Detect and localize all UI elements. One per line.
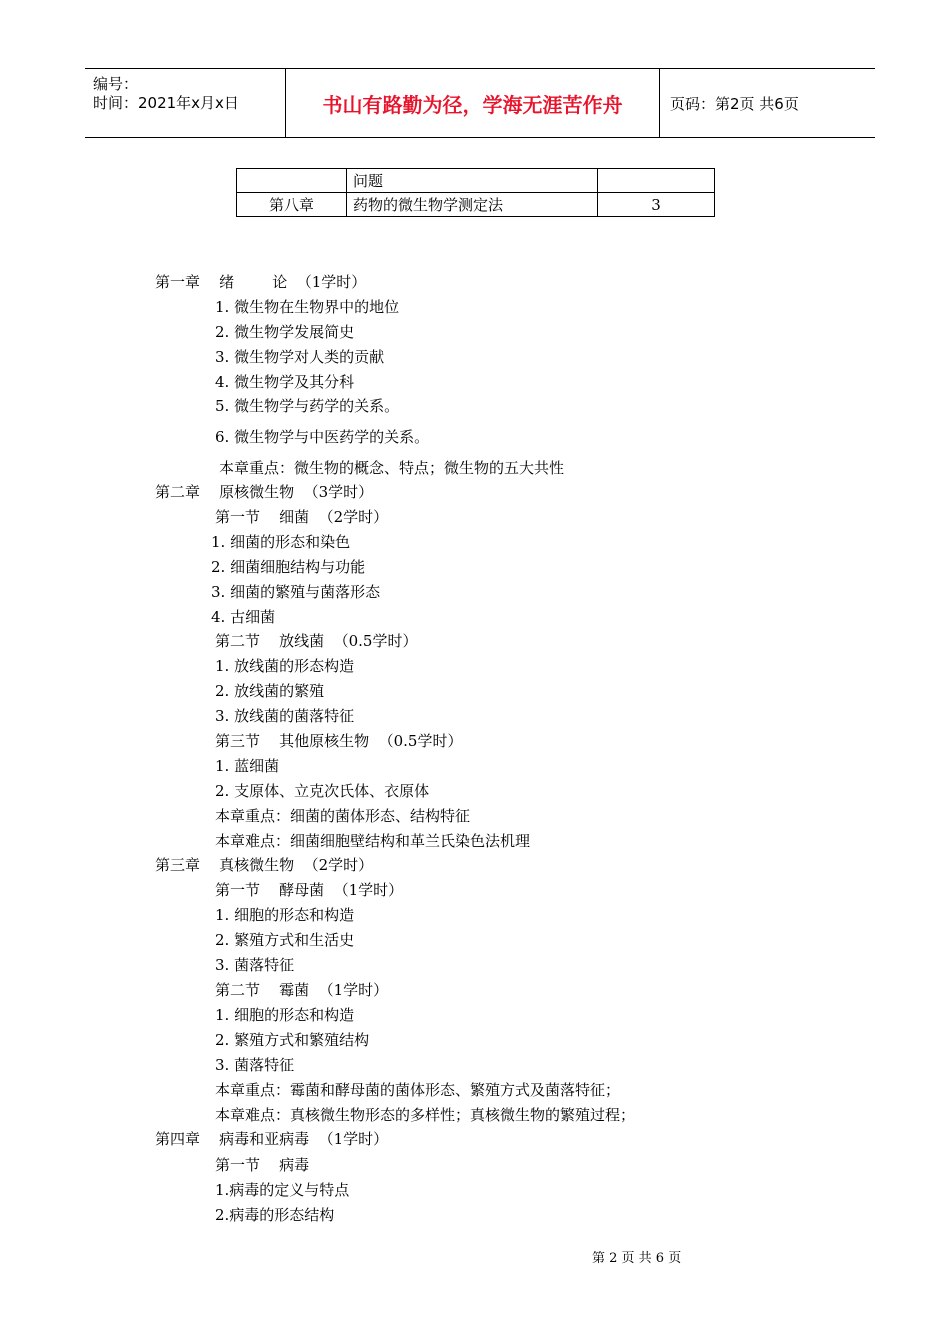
outline-item: 2. 支原体、立克次氏体、衣原体 — [215, 782, 430, 800]
outline-item: 1. 细菌的形态和染色 — [211, 533, 351, 551]
table-cell-chapter: 第八章 — [237, 193, 347, 217]
table-cell-content: 药物的微生物学测定法 — [347, 193, 598, 217]
header-page-info: 页码：第2页 共6页 — [670, 94, 799, 113]
section-heading: 第一节 病毒 — [215, 1156, 310, 1174]
section-heading: 第二节 放线菌 （0.5学时） — [215, 632, 418, 650]
number-label: 编号： — [93, 75, 139, 93]
chapter-key-points: 本章重点：霉菌和酵母菌的菌体形态、繁殖方式及菌落特征； — [215, 1081, 621, 1099]
chapter-key-points: 本章重点：微生物的概念、特点；微生物的五大共性 — [219, 459, 565, 477]
table-cell-hours: 3 — [598, 193, 715, 217]
table-cell-chapter — [237, 169, 347, 193]
chapter-heading: 第三章 真核微生物 （2学时） — [155, 856, 374, 874]
section-heading: 第一节 酵母菌 （1学时） — [215, 881, 404, 899]
chapter-difficulties: 本章难点：细菌细胞壁结构和革兰氏染色法机理 — [215, 832, 531, 850]
chapter-heading: 第一章 绪 论 （1学时） — [155, 273, 367, 291]
outline-item: 1. 放线菌的形态构造 — [215, 657, 355, 675]
header-meta — [85, 69, 286, 137]
outline-item: 2. 繁殖方式和生活史 — [215, 931, 355, 949]
outline-item: 4. 微生物学及其分科 — [215, 373, 355, 391]
outline-item: 1. 蓝细菌 — [215, 757, 280, 775]
table-cell-hours — [598, 169, 715, 193]
time-label: 时间：2021年x月x日 — [93, 94, 239, 112]
outline-item: 1. 细胞的形态和构造 — [215, 1006, 355, 1024]
page-footer: 第 2 页 共 6 页 — [592, 1251, 682, 1266]
chapter-heading: 第四章 病毒和亚病毒 （1学时） — [155, 1130, 389, 1148]
outline-item: 3. 微生物学对人类的贡献 — [215, 348, 385, 366]
outline-item: 3. 菌落特征 — [215, 956, 295, 974]
section-heading: 第二节 霉菌 （1学时） — [215, 981, 389, 999]
table-row — [237, 169, 715, 193]
outline-item: 1. 细胞的形态和构造 — [215, 906, 355, 924]
outline-item: 1.病毒的定义与特点 — [215, 1181, 350, 1199]
outline-item: 5. 微生物学与药学的关系。 — [215, 397, 400, 415]
outline-item: 1. 微生物在生物界中的地位 — [215, 298, 400, 316]
outline-item: 3. 细菌的繁殖与菌落形态 — [211, 583, 381, 601]
page-header — [85, 68, 875, 138]
outline-item: 2. 繁殖方式和繁殖结构 — [215, 1031, 370, 1049]
section-heading: 第一节 细菌 （2学时） — [215, 508, 389, 526]
chapter-heading: 第二章 原核微生物 （3学时） — [155, 483, 374, 501]
outline-item: 3. 菌落特征 — [215, 1056, 295, 1074]
chapter-key-points: 本章重点：细菌的菌体形态、结构特征 — [215, 807, 471, 825]
section-heading: 第三节 其他原核生物 （0.5学时） — [215, 732, 463, 750]
course-table — [236, 168, 715, 217]
outline-item: 2.病毒的形态结构 — [215, 1206, 335, 1224]
chapter-difficulties: 本章难点：真核微生物形态的多样性；真核微生物的繁殖过程； — [215, 1106, 636, 1124]
outline-item: 6. 微生物学与中医药学的关系。 — [215, 428, 430, 446]
outline-item: 4. 古细菌 — [211, 608, 276, 626]
header-motto: 书山有路勤为径，学海无涯苦作舟 — [286, 69, 660, 137]
outline-item: 2. 微生物学发展简史 — [215, 323, 355, 341]
table-cell-content: 问题 — [347, 169, 598, 193]
outline-item: 2. 放线菌的繁殖 — [215, 682, 325, 700]
outline-item: 3. 放线菌的菌落特征 — [215, 707, 355, 725]
outline-item: 2. 细菌细胞结构与功能 — [211, 558, 366, 576]
table-row — [237, 193, 715, 217]
